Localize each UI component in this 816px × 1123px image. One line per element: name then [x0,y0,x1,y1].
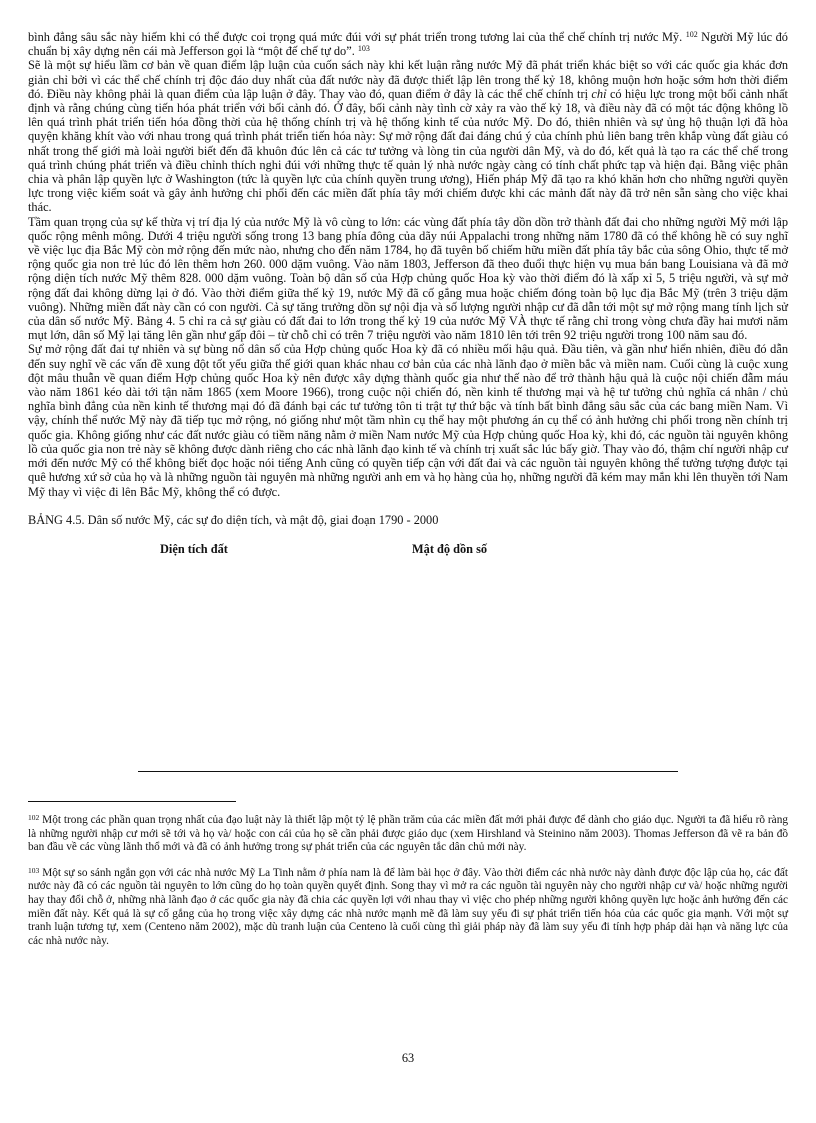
footnote-103: $^{103}$ Một sự so sánh ngắn gọn với các nhà nước Mỹ La Tinh nằm ở phía nam là để làm bài học ở đây. Vào thời điểm các nhà nước này dành được độc lập của họ, các đất nước này đã có các nguồn tài nguyên to lớn cũng do họ toàn quyền quyết định. Song thay vì mở ra các nguồn tài nguyên này cho người nhập cư và/ hoặc những người hay thay đổi chỗ ở, những nhà lãnh đạo ở các quốc gia này đã chia các quyền lợi với nhau thay vì việc cho phép những người không quyền lực hoặc ảnh hưởng đến các miền đất này. Kết quả là sự cố gắng của họ trong việc xây dựng các nhà nước mạnh mẽ đã làm suy yếu đi sự phát triển tiến hóa của các quốc gia mạnh. Với một sự tranh luận tương tự, xem (Centeno năm 2002), mặc dù tranh luận của Centeno là cuối cùng thì giải pháp này đã làm suy yếu đi tính hợp pháp dài hạn và năng lực của các nhà nước này. [28,865,788,947]
footnote-ref-102[interactable]: 102 [685,30,698,39]
table-column-density: Mật độ dồn số [412,541,488,556]
footnote-ref-103[interactable]: 103 [357,44,370,54]
document-page [28,30,788,560]
footnotes [28,814,788,960]
main-text [28,30,788,499]
paragraph-1: bình đẳng sâu sắc này hiếm khi có thể được coi trọng quá mức đúi với sự phát triển trong tương lai của thể chế chính trị nước Mỹ. $^{102}$ Người Mỹ lúc đó chuẩn bị xây dựng nên cái mà Jefferson gọi là “một đế chế tự do”. $^{103}$ [28,30,788,59]
footnote-separator [28,801,236,802]
footnote-number: 102 [28,813,40,822]
emphasis-text: chỉ [591,86,607,101]
table-header [28,542,788,560]
page-number: 63 [401,1051,415,1065]
footnote-number: 103 [28,865,40,875]
paragraph-4: Sự mở rộng đất đai tự nhiên và sự bùng nổ dân số của Hợp chủng quốc Hoa kỳ đã có nhiều mối hậu quả. Đầu tiên, và gần như hiển nhiên, điều đó dẫn đến suy nghĩ về các vấn đề xung đột tốt yếu giữa thế giới quan khác nhau cơ bản của các nhà lãnh đạo ở miền bắc và miền nam. Cuối cùng là cuộc xung đột mâu thuẫn về quan điểm Hợp chủng quốc Hoa kỳ nên được xây dựng thành quốc gia như thế nào để trở thành hậu quả là cuộc nội chiến đẫm máu vào năm 1861 kéo dài tới tận năm 1865 (xem Moore 1966), trong cuộc nội chiến đó, nền kinh tế thương mại và hệ tư tưởng chủ nghĩa cá nhân / chủ nghĩa bình đẳng của nền kinh tế thương mại đó đã đánh bại các tư tưởng tôn ti trật tự thứ bậc và tính bất bình đẳng sâu sắc của các bang miền Nam. Vì vậy, chính thể nước Mỹ này đã tiếp tục mở rộng, nó giống như một tầm nhìn cụ thể hay một phương án cụ thể có ảnh hưởng chi phối trong nền chính trị quốc gia. Không giống như các đất nước giàu có tiềm năng nằm ở miền Nam nước Mỹ của Hợp chủng quốc Hoa kỳ, khi đó, các nguồn tài nguyên không lồ của quốc gia non trẻ này sẽ không được dành riêng cho các nhà lãnh đạo kinh tế và chính trị xuất sắc lúc bấy giờ. Thay vào đó, thậm chí người nhập cư mới đến nước Mỹ có thể không biết đọc hoặc nói tiếng Anh cũng có quyền tiếp cận với đất đai và các nguồn tài nguyên không thể tưởng tượng được tại quê hương xứ sở của họ và là những nguồn tài nguyên mà những người anh em và họ hàng của họ, những người đã kém may mắn khi lên thuyền tới Nam Mỹ thay vì việc đi lên Bắc Mỹ, không thể có được. [28,342,788,499]
footnote-102: $^{102}$ Một trong các phần quan trọng nhất của đạo luật này là thiết lập một tỷ lệ phần trăm của các miền đất mới phải được để dành cho giáo dục. Người ta đã hiểu rõ ràng là những người nhập cư mới sẽ tới và họ và/ hoặc con cái của họ sẽ cần phải được giáo dục (xem Hirshland và Steinino năm 2003). Thomas Jefferson đã vẽ ra bản đồ ban đầu về các vùng lãnh thổ mới và đã có ảnh hưởng trong sự phát triển của các nguyên tắc dân chủ mới này. [28,813,788,854]
paragraph-2: Sẽ là một sự hiểu lầm cơ bản về quan điểm lập luận của cuốn sách này khi kết luận rằng nước Mỹ đã phát triển khác biệt so với các quốc gia khác đơn giản chỉ bởi vì các thể chế chính trị độc đáo duy nhất của đất nước này đã được thiết lập lên trong thế kỷ 18, không muộn hơn hoặc sớm hơn thời điểm đó. Điều này không phải là quan điểm của lập luận ở đây. Thay vào đó, quan điểm ở đây là các thể chế chính trị chỉ có hiệu lực trong một bối cảnh nhất định và rằng chúng cùng tiến hóa phát triển với bối cảnh đó. Ở đây, bối cảnh này tình cờ xảy ra vào thế kỷ 18, và điều này đã có một tác động không lồ lên quá trình phát triển tiến hóa đồng thời của hệ thống chính trị và hệ thống kinh tế của nước Mỹ. Do đó, thiên nhiên và sự ủng hộ thuận lợi đã hòa quyện khăng khít vào với nhau trong quá trình phát triển tiến hóa này: Sự mở rộng đất đai đáng chú ý của chính phủ liên bang trên khắp vùng đất giàu có nhất trong thế giới mà loài người biết đến đã khuôn đúc lên cả các tư tưởng và lòng tin của người dân Mỹ, và do đó, kết quả là tạo ra các thể chế trong quá trình chúng phát triển và điều chỉnh thích nghi đúi với những thực tế quản lý nhà nước ngày càng có tính chất phức tạp và hiện đại. Bằng việc phân chia và phân lập quyền lực ở Washington (tức là quyền lực của chính quyền trung ương), Hiến pháp Mỹ đã tạo ra khó khăn hơn cho những người quyền lực trong việc kiểm soát và gây ảnh hưởng chi phối đến các miền đất phía tây mới chiếm được khi các mảnh đất này đã trở nên sẵn sàng cho việc khai thác. [28,58,788,215]
paragraph-3: Tầm quan trọng của sự kế thừa vị trí địa lý của nước Mỹ là vô cùng to lớn: các vùng đất phía tây dồn dồn trở thành đất đai cho những người Mỹ mới lập quốc rộng mênh mông. Dưới 4 triệu người sống trong 13 bang phía đông của dãy núi Appalachi trong những năm 1780 đã có thể không hề có suy nghĩ về việc lục địa Bắc Mỹ còn mở rộng đến mức nào, nhưng cho đến năm 1784, họ đã tuyên bố chiếm hữu miền đất phía tây bắc của sông Ohio, thực tế mở rộng quốc gia non trẻ lúc đó lên thêm hơn 260. 000 dặm vuông. Vào năm 1803, Jefferson đã theo đuổi thực hiện vụ mua bán bang Louisiana và đã mở rộng diện tích nước Mỹ thêm 828. 000 dặm vuông. Toàn bộ dân số của Hợp chủng quốc Hoa kỳ vào thời điểm đó là xấp xỉ 5, 5 triệu người, và sự mở rộng đất đai không dừng lại ở đó. Vào thời điểm giữa thế kỷ 19, nước Mỹ đã cố gắng mua hoặc chiếm đóng toàn bộ lục địa Bắc Mỹ (trên 3 triệu dặm vuông). Những miền đất này cần có con người. Cả sự tăng trưởng dồn sự nội địa và số lượng người nhập cư đã dẫn tới một sự mở rộng mang tính lịch sử của dân số nước Mỹ. Bảng 4. 5 chỉ ra cả sự giàu có đất đai to lớn trong thế kỷ 19 của nước Mỹ VÀ thực tế rằng chỉ trong vòng chưa đầy hai mươi năm mụt lớn, dân số Mỹ lại tăng lên gần như gấp đôi – từ chỗ chỉ có trên 7 triệu người vào năm 1810 lên tới trên 92 triệu người trong 100 năm sau đó. [28,214,788,343]
table-caption: BẢNG 4.5. Dân số nước Mỹ, các sự đo diện tích, và mật độ, giai đoạn 1790 - 2000 [28,512,439,527]
table-column-land-area: Diện tích đất [160,541,228,556]
table-rule [138,771,678,772]
